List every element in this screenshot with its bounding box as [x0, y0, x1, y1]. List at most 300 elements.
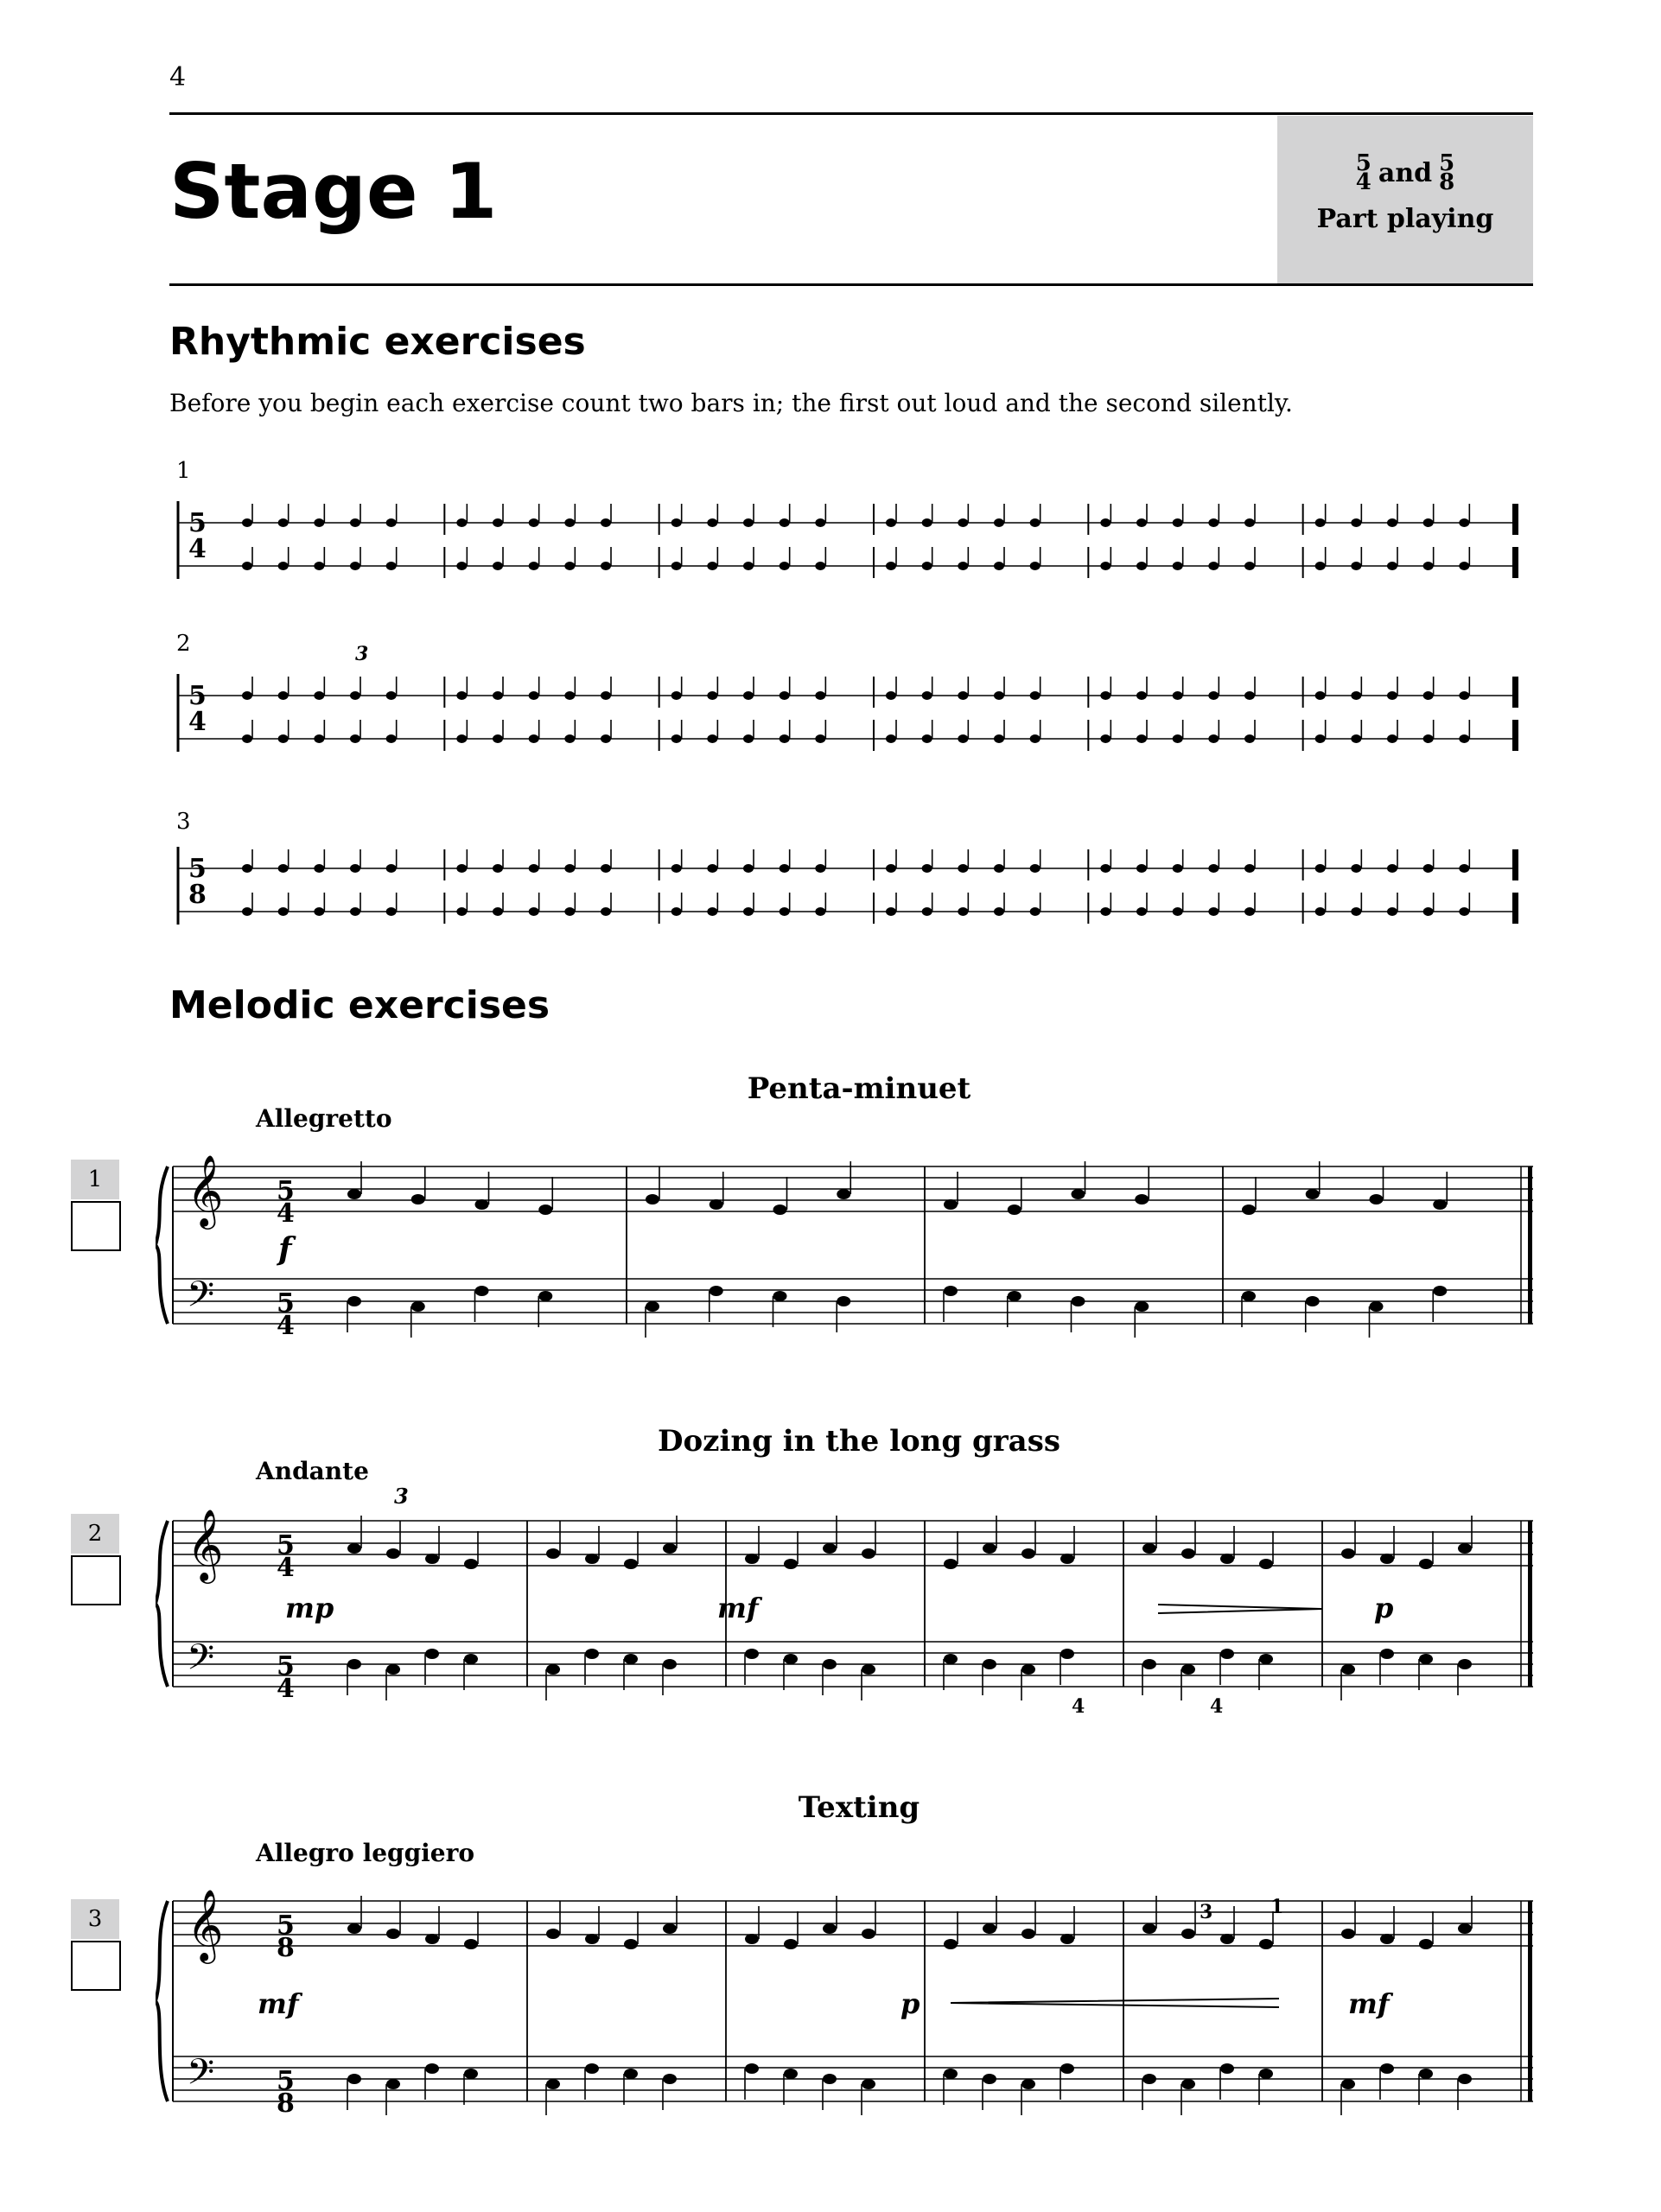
- treble-note-head: [784, 1559, 798, 1569]
- bass-note-head: [1341, 1664, 1355, 1675]
- rhythm-note-head: [564, 864, 575, 873]
- piece-3-crescendo: [951, 1999, 1279, 2007]
- rhythm-note-head: [815, 691, 825, 700]
- final-barline: [1528, 1901, 1532, 2101]
- bass-note-head: [1341, 2079, 1355, 2089]
- treble-note-head: [784, 1939, 798, 1949]
- rhythm-note-head: [493, 907, 503, 916]
- bass-note-head: [1135, 1301, 1149, 1312]
- rhythm-note-head: [386, 864, 397, 873]
- bass-note-head: [1181, 2079, 1195, 2089]
- header-rule-bottom: [169, 283, 1533, 286]
- rhythm-note-head: [1244, 518, 1255, 527]
- bass-note-head: [1380, 1649, 1394, 1659]
- treble-note-head: [1021, 1548, 1035, 1559]
- rhythm-note-head: [1100, 518, 1111, 527]
- rhythm-note-head: [529, 691, 539, 700]
- treble-note-head: [646, 1194, 659, 1205]
- rhythm-note-head: [1387, 734, 1397, 743]
- treble-note-head: [773, 1205, 787, 1215]
- piece-2-score: [156, 1486, 1538, 1728]
- rhythm-note-head: [1315, 734, 1326, 743]
- rhythm-note-head: [564, 562, 575, 570]
- rhythm-note-head: [1208, 734, 1219, 743]
- rhythm-note-head: [493, 562, 503, 570]
- treble-note-head: [944, 1199, 958, 1210]
- bass-note-head: [1306, 1296, 1320, 1306]
- bass-note-head: [386, 1664, 400, 1675]
- rhythm-note-head: [386, 518, 397, 527]
- piece-1-tempo: Allegretto: [256, 1104, 392, 1133]
- treble-note-head: [347, 1923, 361, 1934]
- rhythm-note-head: [242, 864, 252, 873]
- rhythm-final-barline: [1512, 504, 1517, 535]
- rhythm-note-head: [601, 691, 611, 700]
- rhythm-note-head: [1459, 907, 1469, 916]
- rhythm-note-head: [671, 562, 682, 570]
- rhythm-note-head: [671, 734, 682, 743]
- rhythm-note-head: [1100, 734, 1111, 743]
- rhythm-note-head: [278, 562, 289, 570]
- bass-note-head: [745, 1649, 759, 1659]
- piece-3-dynamic-p: p: [901, 1987, 920, 2020]
- rhythm-note-head: [493, 691, 503, 700]
- bass-note-head: [1370, 1301, 1384, 1312]
- treble-note-head: [663, 1543, 677, 1554]
- treble-note-head: [386, 1929, 400, 1939]
- rhythm-note-head: [1030, 734, 1041, 743]
- rhythm-note-head: [1208, 562, 1219, 570]
- piece-3-timesig-bottom: 8: [277, 1933, 295, 1963]
- rhythm-note-head: [278, 907, 289, 916]
- treble-note-head: [464, 1559, 478, 1569]
- bass-note-head: [347, 2074, 361, 2084]
- treble-note-head: [1419, 1939, 1433, 1949]
- piece-1-title: Penta-minuet: [747, 1071, 971, 1106]
- bass-note-head: [1419, 2069, 1433, 2079]
- treble-note-head: [823, 1543, 837, 1554]
- topic-box: [1277, 116, 1533, 283]
- rhythm-note-head: [1136, 864, 1147, 873]
- rhythm-note-head: [1208, 518, 1219, 527]
- rhythm-note-head: [1244, 691, 1255, 700]
- treble-note-head: [1458, 1543, 1472, 1554]
- rhythm-note-head: [1173, 518, 1183, 527]
- rhythm-ex-2-timesig-top: 5: [188, 681, 207, 711]
- rhythm-note-head: [815, 734, 825, 743]
- bass-note-head: [944, 1286, 958, 1296]
- rhythm-note-head: [350, 864, 360, 873]
- rhythm-note-head: [994, 691, 1004, 700]
- rhythm-note-head: [1100, 691, 1111, 700]
- rhythm-note-head: [1244, 734, 1255, 743]
- rhythm-note-head: [886, 907, 896, 916]
- rhythm-note-head: [564, 907, 575, 916]
- piece-3-fingering-3: 3: [1200, 1901, 1213, 1923]
- rhythm-note-head: [314, 864, 324, 873]
- rhythm-ex-2-tuplet: 3: [355, 643, 369, 665]
- rhythm-note-head: [242, 691, 252, 700]
- piece-2-tempo: Andante: [256, 1457, 369, 1485]
- rhythm-note-head: [922, 518, 932, 527]
- rhythm-note-head: [350, 518, 360, 527]
- bass-note-head: [425, 2063, 439, 2074]
- rhythm-note-head: [314, 518, 324, 527]
- rhythm-note-head: [1423, 864, 1434, 873]
- piece-2-timesig-bottom: 4: [277, 1553, 295, 1583]
- bass-note-head: [1242, 1291, 1256, 1301]
- rhythm-note-head: [456, 907, 467, 916]
- treble-note-head: [710, 1199, 723, 1210]
- bass-note-head: [1380, 2063, 1394, 2074]
- piece-1-score: [156, 1149, 1538, 1357]
- treble-note-head: [1433, 1199, 1447, 1210]
- piece-2-dynamic-mp: mp: [285, 1592, 334, 1624]
- treble-note-head: [425, 1554, 439, 1564]
- rhythm-note-head: [994, 907, 1004, 916]
- rhythm-note-head: [743, 691, 754, 700]
- rhythmic-intro: Before you begin each exercise count two bars in; the first out loud and the second silently.: [169, 389, 1293, 417]
- rhythm-note-head: [707, 691, 717, 700]
- rhythm-note-head: [1315, 907, 1326, 916]
- rhythm-note-head: [1351, 691, 1361, 700]
- piece-3-title: Texting: [798, 1790, 920, 1825]
- treble-note-head: [745, 1554, 759, 1564]
- rhythm-note-head: [350, 562, 360, 570]
- brace-icon: [156, 1901, 168, 2101]
- treble-note-head: [538, 1205, 552, 1215]
- rhythm-ex-1-score: [169, 484, 1543, 596]
- rhythm-note-head: [707, 907, 717, 916]
- piece-1-timesig-bottom: 4: [277, 1198, 295, 1229]
- bass-note-head: [837, 1296, 850, 1306]
- bass-note-head: [1021, 2079, 1035, 2089]
- treble-note-head: [1419, 1559, 1433, 1569]
- rhythm-note-head: [278, 864, 289, 873]
- piece-2-checkbox[interactable]: [71, 1555, 121, 1605]
- rhythm-note-head: [1030, 907, 1041, 916]
- bass-note-head: [347, 1659, 361, 1669]
- rhythm-note-head: [1423, 907, 1434, 916]
- bass-note-head: [663, 2074, 677, 2084]
- treble-note-head: [1370, 1194, 1384, 1205]
- treble-note-head: [347, 1189, 361, 1199]
- rhythm-note-head: [780, 907, 790, 916]
- bass-note-head: [1181, 1664, 1195, 1675]
- bass-note-head: [1220, 1649, 1234, 1659]
- rhythm-note-head: [386, 907, 397, 916]
- rhythm-final-barline: [1512, 893, 1517, 924]
- bass-note-head: [944, 1654, 958, 1664]
- bass-note-head: [464, 2069, 478, 2079]
- rhythm-ex-3-timesig-top: 5: [188, 854, 207, 884]
- rhythm-note-head: [529, 864, 539, 873]
- rhythm-note-head: [456, 562, 467, 570]
- treble-note-head: [745, 1934, 759, 1944]
- piece-2-number-box: [71, 1514, 119, 1605]
- rhythm-note-head: [350, 734, 360, 743]
- rhythm-note-head: [1100, 562, 1111, 570]
- rhythm-note-head: [278, 691, 289, 700]
- bass-note-head: [1259, 1654, 1273, 1664]
- bass-note-head: [823, 1659, 837, 1669]
- piece-3-score: [156, 1866, 1538, 2160]
- rhythm-note-head: [1030, 691, 1041, 700]
- treble-note-head: [585, 1554, 599, 1564]
- topic-time-sig-a: 5 4: [1355, 150, 1371, 195]
- rhythm-note-head: [1173, 864, 1183, 873]
- piece-1-timesig-top: 5: [277, 1176, 295, 1206]
- treble-note-head: [1380, 1554, 1394, 1564]
- rhythm-note-head: [1459, 691, 1469, 700]
- bass-note-head: [624, 1654, 638, 1664]
- bass-note-head: [1419, 1654, 1433, 1664]
- treble-note-head: [585, 1934, 599, 1944]
- treble-note-head: [546, 1929, 560, 1939]
- treble-note-head: [1181, 1548, 1195, 1559]
- treble-clef-icon: 𝄞: [187, 1154, 224, 1226]
- treble-note-head: [624, 1559, 638, 1569]
- bass-note-head: [784, 1654, 798, 1664]
- treble-note-head: [425, 1934, 439, 1944]
- treble-note-head: [837, 1189, 850, 1199]
- rhythm-note-head: [958, 691, 968, 700]
- treble-note-head: [983, 1923, 996, 1934]
- rhythm-final-barline: [1512, 547, 1517, 578]
- rhythm-note-head: [1173, 907, 1183, 916]
- piece-3-dynamic-mf-2: mf: [1348, 1987, 1390, 2020]
- rhythm-note-head: [529, 518, 539, 527]
- rhythm-note-head: [529, 734, 539, 743]
- treble-note-head: [1060, 1934, 1074, 1944]
- treble-note-head: [475, 1199, 489, 1210]
- rhythm-ex-1-timesig-top: 5: [188, 508, 207, 538]
- rhythm-note-head: [278, 518, 289, 527]
- treble-note-head: [1259, 1939, 1273, 1949]
- piece-2-dynamic-mf: mf: [717, 1592, 759, 1624]
- bass-note-head: [1458, 1659, 1472, 1669]
- topic-subtitle: Part playing: [1316, 204, 1494, 234]
- rhythm-note-head: [780, 864, 790, 873]
- rhythm-note-head: [493, 864, 503, 873]
- treble-note-head: [464, 1939, 478, 1949]
- rhythm-note-head: [1387, 864, 1397, 873]
- piece-2-bass-timesig-top: 5: [277, 1651, 295, 1681]
- bass-note-head: [773, 1291, 787, 1301]
- rhythm-final-barline: [1512, 677, 1517, 708]
- piece-3-fingering-1: 1: [1270, 1896, 1284, 1918]
- piece-3-checkbox[interactable]: [71, 1941, 121, 1991]
- piece-1-checkbox[interactable]: [71, 1201, 121, 1251]
- rhythm-note-head: [564, 691, 575, 700]
- rhythm-note-head: [707, 734, 717, 743]
- rhythm-note-head: [886, 734, 896, 743]
- rhythm-note-head: [815, 907, 825, 916]
- rhythm-note-head: [707, 864, 717, 873]
- rhythm-note-head: [1423, 734, 1434, 743]
- rhythm-note-head: [671, 691, 682, 700]
- bass-clef-icon: 𝄢: [187, 1274, 215, 1324]
- treble-note-head: [1008, 1205, 1021, 1215]
- rhythm-note-head: [1208, 907, 1219, 916]
- rhythm-note-head: [1351, 734, 1361, 743]
- rhythm-note-head: [886, 691, 896, 700]
- piece-2-tuplet: 3: [394, 1486, 409, 1509]
- rhythm-note-head: [1315, 864, 1326, 873]
- treble-note-head: [1072, 1189, 1085, 1199]
- melodic-heading: Melodic exercises: [169, 983, 550, 1027]
- rhythm-note-head: [529, 907, 539, 916]
- rhythm-note-head: [1030, 562, 1041, 570]
- rhythm-note-head: [922, 691, 932, 700]
- rhythm-note-head: [1208, 864, 1219, 873]
- treble-note-head: [546, 1548, 560, 1559]
- rhythm-note-head: [456, 864, 467, 873]
- treble-note-head: [663, 1923, 677, 1934]
- bass-note-head: [538, 1291, 552, 1301]
- piece-1-number: 1: [71, 1160, 119, 1199]
- bass-note-head: [1008, 1291, 1021, 1301]
- bass-note-head: [944, 2069, 958, 2079]
- bass-note-head: [1458, 2074, 1472, 2084]
- bass-note-head: [386, 2079, 400, 2089]
- rhythm-note-head: [1387, 907, 1397, 916]
- rhythm-note-head: [1244, 907, 1255, 916]
- rhythm-ex-3-number: 3: [176, 809, 191, 835]
- treble-note-head: [1021, 1929, 1035, 1939]
- rhythm-ex-3-timesig-bottom: 8: [188, 880, 207, 910]
- rhythm-note-head: [314, 734, 324, 743]
- rhythm-note-head: [601, 864, 611, 873]
- treble-note-head: [1220, 1934, 1234, 1944]
- rhythm-note-head: [958, 864, 968, 873]
- bass-note-head: [983, 1659, 996, 1669]
- topic-time-signatures: [1277, 150, 1533, 195]
- rhythm-note-head: [1351, 907, 1361, 916]
- bass-note-head: [823, 2074, 837, 2084]
- treble-note-head: [1341, 1548, 1355, 1559]
- treble-note-head: [347, 1543, 361, 1554]
- bass-note-head: [546, 1664, 560, 1675]
- bass-note-head: [983, 2074, 996, 2084]
- rhythm-final-barline: [1512, 720, 1517, 751]
- rhythm-final-barline: [1512, 849, 1517, 880]
- bass-note-head: [862, 1664, 875, 1675]
- rhythm-note-head: [994, 562, 1004, 570]
- rhythm-note-head: [1423, 562, 1434, 570]
- rhythm-note-head: [1136, 562, 1147, 570]
- rhythm-note-head: [564, 734, 575, 743]
- rhythm-note-head: [671, 518, 682, 527]
- rhythm-note-head: [242, 562, 252, 570]
- rhythm-note-head: [350, 907, 360, 916]
- rhythm-note-head: [314, 562, 324, 570]
- treble-note-head: [1259, 1559, 1273, 1569]
- treble-note-head: [1458, 1923, 1472, 1934]
- treble-note-head: [1060, 1554, 1074, 1564]
- piece-1-dynamic-f: f: [278, 1231, 292, 1268]
- rhythm-note-head: [1387, 518, 1397, 527]
- rhythm-note-head: [994, 734, 1004, 743]
- bass-note-head: [425, 1649, 439, 1659]
- rhythm-note-head: [922, 734, 932, 743]
- bass-note-head: [1072, 1296, 1085, 1306]
- brace-icon: [156, 1521, 168, 1687]
- rhythm-note-head: [1030, 864, 1041, 873]
- rhythm-note-head: [1244, 864, 1255, 873]
- rhythm-note-head: [780, 734, 790, 743]
- rhythm-note-head: [958, 907, 968, 916]
- bass-note-head: [1433, 1286, 1447, 1296]
- bass-note-head: [1021, 1664, 1035, 1675]
- bass-note-head: [663, 1659, 677, 1669]
- rhythm-note-head: [601, 907, 611, 916]
- rhythm-ex-3-score: [169, 830, 1543, 942]
- bass-note-head: [1060, 2063, 1074, 2074]
- bass-note-head: [464, 1654, 478, 1664]
- rhythm-note-head: [1387, 562, 1397, 570]
- treble-note-head: [411, 1194, 425, 1205]
- rhythm-note-head: [1459, 562, 1469, 570]
- rhythm-ex-1-timesig-bottom: 4: [188, 534, 207, 564]
- rhythm-note-head: [1136, 907, 1147, 916]
- treble-note-head: [386, 1548, 400, 1559]
- treble-note-head: [1135, 1194, 1149, 1205]
- rhythm-note-head: [493, 734, 503, 743]
- rhythm-note-head: [1100, 907, 1111, 916]
- treble-note-head: [983, 1543, 996, 1554]
- treble-note-head: [1142, 1923, 1156, 1934]
- rhythm-note-head: [1423, 691, 1434, 700]
- rhythm-note-head: [815, 864, 825, 873]
- rhythm-note-head: [743, 907, 754, 916]
- rhythm-note-head: [242, 518, 252, 527]
- treble-note-head: [1341, 1929, 1355, 1939]
- rhythm-note-head: [707, 518, 717, 527]
- rhythm-note-head: [242, 734, 252, 743]
- bass-clef-icon: 𝄢: [187, 2051, 215, 2101]
- rhythm-note-head: [1351, 518, 1361, 527]
- bass-note-head: [585, 2063, 599, 2074]
- final-barline: [1528, 1521, 1532, 1687]
- bass-note-head: [624, 2069, 638, 2079]
- rhythm-note-head: [456, 691, 467, 700]
- treble-note-head: [1242, 1205, 1256, 1215]
- rhythm-note-head: [1459, 734, 1469, 743]
- piece-3-tempo: Allegro leggiero: [256, 1839, 475, 1867]
- rhythm-note-head: [456, 734, 467, 743]
- rhythm-note-head: [958, 562, 968, 570]
- brace-icon: [156, 1166, 168, 1324]
- treble-note-head: [862, 1548, 875, 1559]
- rhythm-note-head: [278, 734, 289, 743]
- rhythm-note-head: [242, 907, 252, 916]
- rhythm-note-head: [1351, 562, 1361, 570]
- rhythm-note-head: [456, 518, 467, 527]
- rhythm-note-head: [922, 907, 932, 916]
- piece-3-bass-timesig-bottom: 8: [277, 2088, 295, 2119]
- bass-note-head: [784, 2069, 798, 2079]
- treble-note-head: [823, 1923, 837, 1934]
- rhythm-note-head: [1173, 734, 1183, 743]
- rhythm-note-head: [350, 691, 360, 700]
- rhythm-note-head: [1459, 864, 1469, 873]
- piece-2-dynamic-p: p: [1374, 1592, 1394, 1624]
- treble-note-head: [944, 1559, 958, 1569]
- rhythm-note-head: [994, 518, 1004, 527]
- rhythm-note-head: [743, 734, 754, 743]
- piece-2-fingering-1: 4: [1072, 1695, 1085, 1718]
